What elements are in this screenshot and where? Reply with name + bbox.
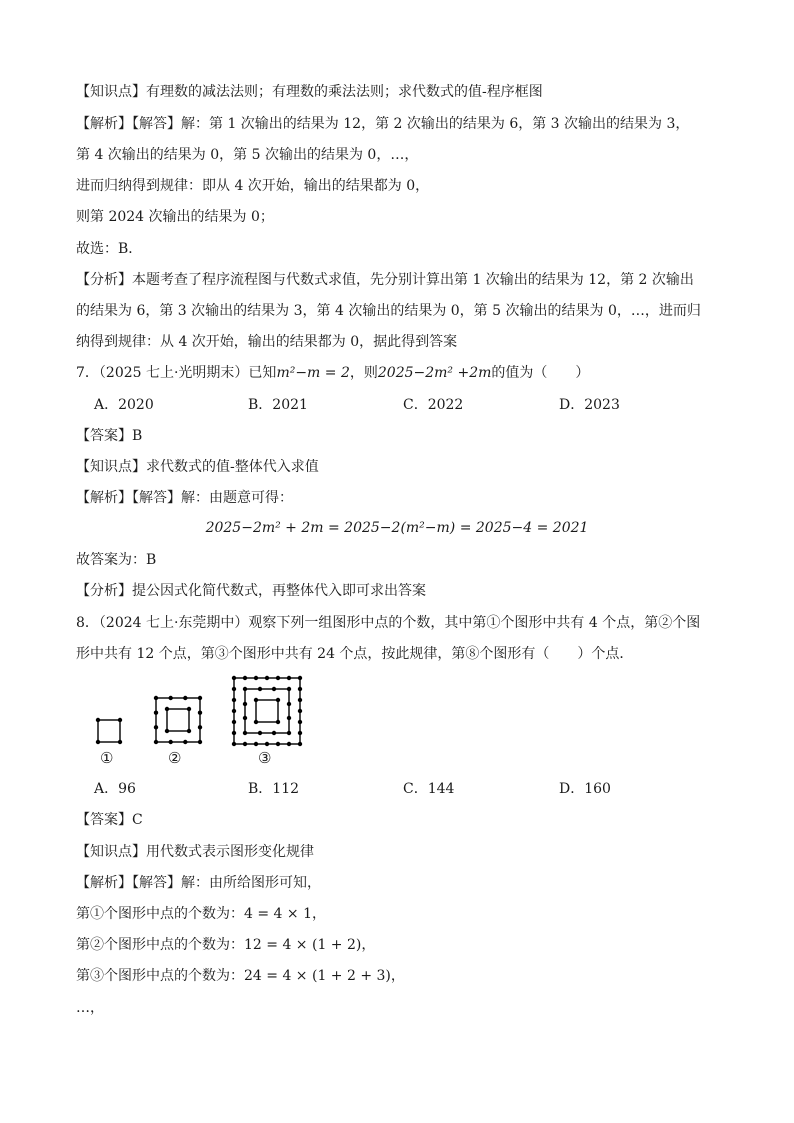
q7-option-b: B．2021 (248, 397, 308, 413)
analysis-line-3: 进而归纳得到规律：即从 4 次开始，输出的结果都为 0， (76, 178, 430, 194)
q8-stem-line-2: 形中共有 12 个点，第③个图形中共有 24 个点，按此规律，第⑧个图形有（ ）个点． (76, 646, 634, 662)
summary-line-2: 的结果为 6，第 3 次输出的结果为 3，第 4 次输出的结果为 0，第 5 次输出的结果为 0，…，进而归 (76, 303, 701, 319)
q7-stem-suffix: 的值为（ ） (491, 365, 590, 381)
figure-3-dots (232, 676, 302, 746)
q7-analysis: 【解析】【解答】解：由题意可得： (76, 490, 293, 506)
choice-line: 故选：B． (76, 241, 143, 257)
q8-step-3: 第③个图形中点的个数为：24 = 4 × (1 + 2 + 3)， (76, 968, 405, 984)
q7-answer: 【答案】B (76, 428, 143, 444)
figure-3-label: ③ (258, 749, 272, 767)
q7-option-a: A．2020 (94, 397, 154, 413)
q8-answer: 【答案】C (76, 812, 143, 828)
figure-2-label: ② (168, 749, 182, 767)
summary-line-1: 【分析】本题考查了程序流程图与代数式求值，先分别计算出第 1 次输出的结果为 12，第 2 次输出 (76, 272, 694, 288)
q7-stem-prefix: 7．（2025 七上·光明期末）已知 (76, 365, 277, 381)
q8-analysis: 【解析】【解答】解：由所给图形可知， (76, 875, 321, 891)
q7-option-d: D．2023 (559, 397, 620, 413)
q8-stem-line-1: 8．（2024 七上·东莞期中）观察下列一组图形中点的个数，其中第①个图形中共有 4 个点，第②个图 (76, 615, 701, 631)
q8-knowledge: 【知识点】用代数式表示图形变化规律 (76, 844, 314, 860)
dot-pattern-figures (90, 675, 320, 755)
figure-2 (156, 698, 200, 742)
analysis-line-4: 则第 2024 次输出的结果为 0； (76, 209, 274, 225)
q8-option-b: B．112 (248, 781, 300, 797)
q7-stem-mid: ，则 (349, 365, 378, 381)
figure-2-dots (154, 696, 202, 744)
figure-1-label: ① (100, 749, 114, 767)
q7-formula-text: 2025−2m² + 2m = 2025−2(m²−m) = 2025−4 = 2021 (205, 520, 589, 536)
summary-line-3: 纳得到规律：从 4 次开始，输出的结果都为 0，据此得到答案 (76, 334, 458, 350)
q7-stem-formula: m²−m = 2 (276, 365, 350, 381)
q7-formula (0, 518, 794, 538)
q8-option-d: D．160 (559, 781, 611, 797)
q8-step-1: 第①个图形中点的个数为：4 = 4 × 1， (76, 906, 326, 922)
q7-stem-formula2: 2025−2m² +2m (377, 365, 492, 381)
analysis-line-2: 第 4 次输出的结果为 0，第 5 次输出的结果为 0，…， (76, 147, 419, 163)
figure-1 (98, 720, 120, 742)
q8-option-a: A．96 (94, 781, 136, 797)
q8-step-2: 第②个图形中点的个数为：12 = 4 × (1 + 2)， (76, 937, 376, 953)
analysis-line-1: 【解析】【解答】解：第 1 次输出的结果为 12，第 2 次输出的结果为 6，第 3 次输出的结果为 3， (76, 116, 690, 132)
figure-1-dots (96, 718, 122, 744)
q7-knowledge: 【知识点】求代数式的值-整体代入求值 (76, 459, 319, 475)
q7-stem (76, 363, 589, 383)
q7-conclusion: 故答案为：B (76, 552, 157, 568)
q8-step-4: …， (76, 1000, 104, 1016)
knowledge-point-line: 【知识点】有理数的减法法则；有理数的乘法法则；求代数式的值-程序框图 (76, 84, 543, 100)
q7-option-c: C．2022 (403, 397, 464, 413)
q7-analysis2: 【分析】提公因式化简代数式，再整体代入即可求出答案 (76, 583, 426, 599)
q8-option-c: C．144 (403, 781, 455, 797)
